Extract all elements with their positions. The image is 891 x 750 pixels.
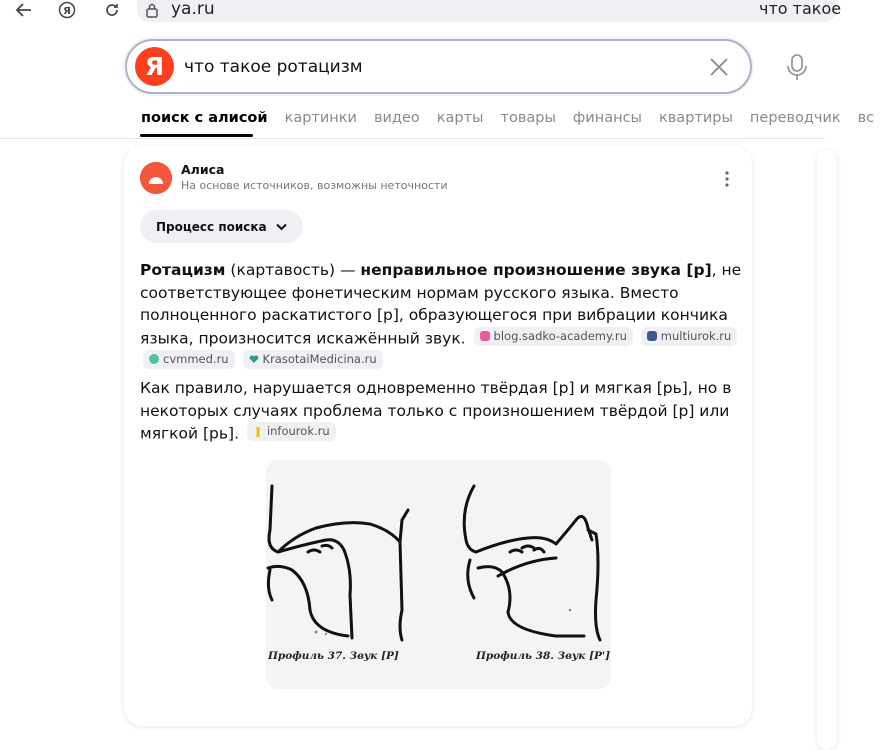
tab-translator[interactable]: переводчик xyxy=(749,110,841,126)
answer-text-2: , не соответствующее фонетическим нормам русского языка. Вместо полноценного раскатистого [р], образующегося при вибрации кончика языка, произносится искажённый звук. xyxy=(140,261,742,347)
yandex-browser-icon[interactable] xyxy=(55,0,79,20)
yandex-logo[interactable]: Я xyxy=(135,47,174,86)
active-tab-indicator xyxy=(140,134,253,137)
browser-toolbar xyxy=(0,0,842,22)
search-input[interactable] xyxy=(184,53,684,81)
clear-icon[interactable] xyxy=(707,55,731,79)
source-chip-infourok[interactable] xyxy=(247,422,336,441)
side-card xyxy=(817,150,837,750)
source-label: blog.sadko-academy.ru xyxy=(493,328,627,343)
alisa-logo-icon xyxy=(140,162,172,194)
microphone-icon[interactable] xyxy=(786,53,808,83)
source-label: KrasotaiMedicina.ru xyxy=(262,351,377,366)
cvmmed-favicon-icon xyxy=(149,354,159,364)
lock-icon xyxy=(145,2,159,18)
tab-all[interactable]: вс xyxy=(857,110,875,126)
source-chip-krasota[interactable] xyxy=(243,350,383,369)
tabs-divider xyxy=(0,138,825,139)
tab-realty[interactable]: квартиры xyxy=(659,110,733,126)
answer-paragraph-2 xyxy=(140,377,745,445)
source-chip-cvmmed[interactable] xyxy=(143,350,235,369)
heart-favicon-icon xyxy=(249,354,259,364)
search-tabs xyxy=(141,107,891,131)
alisa-name: Алиса xyxy=(181,162,225,177)
tab-finance[interactable]: финансы xyxy=(572,110,642,126)
address-url: ya.ru xyxy=(171,0,215,19)
address-bar[interactable] xyxy=(137,0,842,22)
source-chip-multiurok[interactable] xyxy=(641,327,738,346)
sadko-favicon-icon xyxy=(480,331,490,341)
reload-icon[interactable] xyxy=(100,0,124,20)
search-bar xyxy=(125,39,752,94)
search-process-button[interactable] xyxy=(140,210,303,243)
search-process-label: Процесс поиска xyxy=(156,219,267,234)
tab-images[interactable]: картинки xyxy=(284,110,357,126)
address-query-preview: что такое xyxy=(759,0,842,18)
figure-caption-right: Профиль 38. Звук [Р'] xyxy=(476,650,611,662)
answer-paragraph-1 xyxy=(140,259,745,373)
tab-video[interactable]: видео xyxy=(373,110,420,126)
chevron-down-icon xyxy=(276,223,287,231)
figure-caption-left: Профиль 37. Звук [Р] xyxy=(268,650,399,662)
tab-goods[interactable]: товары xyxy=(500,110,556,126)
back-arrow-icon[interactable] xyxy=(12,0,36,20)
source-label: infourok.ru xyxy=(266,424,330,438)
multiurok-favicon-icon xyxy=(647,331,657,341)
alisa-answer-card xyxy=(124,146,752,726)
answer-term: Ротацизм xyxy=(140,261,226,279)
more-options-icon[interactable] xyxy=(722,170,732,188)
svg-text:Я: Я xyxy=(63,6,71,17)
tab-maps[interactable]: карты xyxy=(436,110,484,126)
tab-alisa-search[interactable]: поиск с алисой xyxy=(141,110,268,126)
alisa-disclaimer: На основе источников, возможны неточности xyxy=(181,179,448,192)
source-label: multiurok.ru xyxy=(660,328,732,343)
infourok-favicon-icon xyxy=(253,427,263,437)
source-label: cvmmed.ru xyxy=(163,351,229,366)
articulation-profile-image[interactable] xyxy=(266,460,611,689)
answer-text-3: Как правило, нарушается одновременно твёрдая [р] и мягкая [рь], но в некоторых случаях проблема только с произношением твёрдой [р] или мягкой [рь]. xyxy=(140,379,732,443)
source-chip-sadko[interactable] xyxy=(474,327,633,346)
answer-text-1: (картавость) — xyxy=(225,261,361,279)
answer-bold-text: неправильное произношение звука [р] xyxy=(360,261,712,279)
